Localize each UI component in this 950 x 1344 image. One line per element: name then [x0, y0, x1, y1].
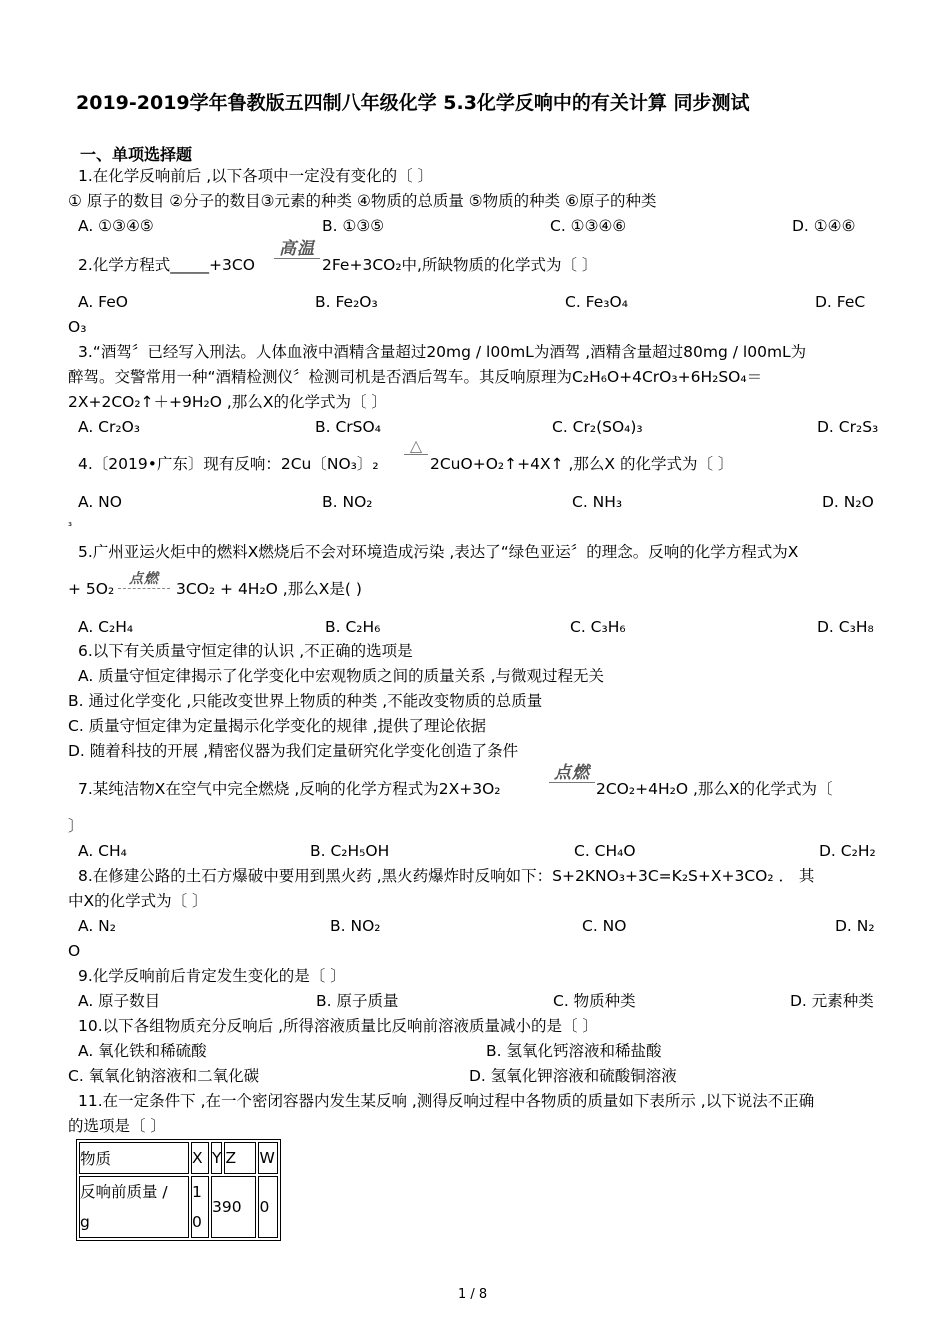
q8-option-a: A. N₂	[78, 917, 116, 935]
q7-equation-right: 2CO₂+4H₂O ,那么X的化学式为〔	[596, 780, 833, 798]
q7-option-a: A. CH₄	[78, 842, 127, 860]
q6-option-d: D. 随着科技的开展 ,精密仪器为我们定量研究化学变化创造了条件	[68, 742, 519, 760]
page-title: 2019-2019学年鲁教版五四制八年级化学 5.3化学反响中的有关计算 同步测试	[76, 92, 750, 114]
q3-option-c: C. Cr₂(SO₄)₃	[552, 418, 643, 436]
q4-option-d: D. N₂O	[822, 493, 874, 511]
table-header-cell: 物质	[79, 1142, 189, 1174]
q11-line-1: 11.在一定条件下 ,在一个密闭容器内发生某反响 ,测得反响过程中各物质的质量如下表所示 ,以下说法不正确	[78, 1092, 815, 1110]
q5-option-a: A. C₂H₄	[78, 618, 134, 636]
table-header-row	[79, 1142, 278, 1174]
q5-option-b: B. C₂H₆	[325, 618, 381, 636]
q1-items: ① 原子的数目 ②分子的数目③元素的种类 ④物质的总质量 ⑤物质的种类 ⑥原子的种类	[68, 192, 657, 210]
q7-bracket-wrap: 〕	[68, 817, 84, 835]
table-cell: 390	[211, 1176, 256, 1238]
condition-label: 高温	[279, 239, 315, 259]
row-label-line: g	[80, 1213, 90, 1231]
q9-option-b: B. 原子质量	[316, 992, 399, 1010]
q2-equation-right: 2Fe+3CO₂中,所缺物质的化学式为〔 〕	[322, 256, 598, 274]
q8-line-2: 中X的化学式为〔 〕	[68, 892, 208, 910]
q5-option-d: D. C₃H₈	[817, 618, 874, 636]
q8-option-d-wrap: O	[68, 942, 81, 960]
q2-option-a: A. FeO	[78, 293, 128, 311]
q9-stem: 9.化学反响前后肯定发生变化的是〔 〕	[78, 967, 346, 985]
q6-option-b: B. 通过化学变化 ,只能改变世界上物质的种类 ,不能改变物质的总质量	[68, 692, 543, 710]
q10-stem: 10.以下各组物质充分反响后 ,所得溶液质量比反响前溶液质量减小的是〔 〕	[78, 1017, 598, 1035]
q2-option-d: D. FeC	[815, 293, 866, 311]
q7-option-c: C. CH₄O	[574, 842, 636, 860]
q7-reaction-condition	[549, 764, 595, 783]
q8-option-d: D. N₂	[835, 917, 875, 935]
q4-reaction-condition	[404, 438, 428, 455]
q8-line-1: 8.在修建公路的土石方爆破中要用到黑火药 ,黑火药爆炸时反响如下：S+2KNO₃+3C=K₂S+X+3CO₂ ． 其	[78, 867, 815, 885]
q3-line-1: 3.“酒驾〞已经写入刑法。人体血液中酒精含量超过20mg / l00mL为酒驾 ,酒精含量超过80mg / l00mL为	[78, 343, 807, 361]
q4-equation-left: 4.〔2019•广东〕现有反响：2Cu〔NO₃〕₂	[78, 455, 379, 473]
q11-data-table	[76, 1139, 281, 1241]
q3-line-2: 醉驾。交警常用一种“酒精检测仪〞检测司机是否酒后驾车。其反响原理为C₂H₆O+4CrO₃+6H₂SO₄＝	[68, 368, 763, 386]
q7-option-b: B. C₂H₅OH	[310, 842, 390, 860]
q4-option-a: A. NO	[78, 493, 122, 511]
reaction-arrow	[118, 588, 170, 589]
page-number: 1 / 8	[458, 1287, 488, 1302]
q2-option-c: C. Fe₃O₄	[565, 293, 628, 311]
q2-option-d-wrap: O₃	[68, 318, 87, 336]
q5-reaction-condition	[118, 570, 170, 589]
q1-option-d: D. ①④⑥	[792, 217, 856, 235]
q2-reaction-condition	[274, 240, 320, 259]
q10-option-d: D. 氢氧化钾溶液和硫酸铜溶液	[469, 1067, 677, 1085]
table-header-cell: Z	[224, 1142, 256, 1174]
q2-equation-left: 2.化学方程式_____+3CO	[78, 256, 255, 274]
section-heading: 一、单项选择题	[80, 145, 193, 164]
table-header-cell: W	[258, 1142, 278, 1174]
q8-option-c: C. NO	[582, 917, 627, 935]
table-cell	[191, 1176, 209, 1238]
q3-line-3: 2X+2CO₂↑＋+9H₂O ,那么X的化学式为〔 〕	[68, 393, 387, 411]
q6-stem: 6.以下有关质量守恒定律的认识 ,不正确的选项是	[78, 642, 413, 660]
q4-equation-right: 2CuO+O₂↑+4X↑ ,那么X 的化学式为〔 〕	[430, 455, 734, 473]
q1-option-a: A. ①③④⑤	[78, 217, 154, 235]
table-row-label	[79, 1176, 189, 1238]
q9-option-d: D. 元素种类	[790, 992, 874, 1010]
q11-line-2: 的选项是〔 〕	[68, 1117, 166, 1135]
q6-option-c: C. 质量守恒定律为定量揭示化学变化的规律 ,提供了理论依据	[68, 717, 487, 735]
q2-option-b: B. Fe₂O₃	[315, 293, 378, 311]
row-label-line: 反响前质量 /	[80, 1183, 168, 1201]
q9-option-c: C. 物质种类	[553, 992, 636, 1010]
q1-stem: 1.在化学反响前后 ,以下各项中一定没有变化的〔 〕	[78, 167, 434, 185]
heat-symbol: △	[409, 436, 423, 455]
q5-line-1: 5.广州亚运火炬中的燃料X燃烧后不会对环境造成污染 ,表达了“绿色亚运〞的理念。反响的化学方程式为X	[78, 543, 799, 561]
q1-option-c: C. ①③④⑥	[550, 217, 627, 235]
q7-equation-left: 7.某纯洁物X在空气中完全燃烧 ,反响的化学方程式为2X+3O₂	[78, 780, 501, 798]
q10-option-a: A. 氧化铁和稀硫酸	[78, 1042, 207, 1060]
condition-label: 点燃	[129, 571, 159, 587]
q5-option-c: C. C₃H₆	[570, 618, 626, 636]
table-cell: 0	[258, 1176, 278, 1238]
table-header-cell: X	[191, 1142, 209, 1174]
q4-option-c: C. NH₃	[572, 493, 623, 511]
cell-line: 1	[192, 1183, 202, 1201]
q3-option-d: D. Cr₂S₃	[817, 418, 879, 436]
q4-option-b: B. NO₂	[322, 493, 373, 511]
table-header-cell: Y	[211, 1142, 222, 1174]
q5-equation-right: 3CO₂ + 4H₂O ,那么X是( )	[176, 580, 362, 598]
q9-option-a: A. 原子数目	[78, 992, 161, 1010]
cell-line: 0	[192, 1213, 202, 1231]
q1-option-b: B. ①③⑤	[322, 217, 385, 235]
q4-option-d-wrap: ₃	[68, 518, 73, 529]
table-row	[79, 1176, 278, 1238]
q10-option-c: C. 氧氧化钠溶液和二氧化碳	[68, 1067, 260, 1085]
q3-option-b: B. CrSO₄	[315, 418, 381, 436]
q8-option-b: B. NO₂	[330, 917, 381, 935]
q3-option-a: A. Cr₂O₃	[78, 418, 141, 436]
q10-option-b: B. 氢氧化钙溶液和稀盐酸	[486, 1042, 662, 1060]
q7-option-d: D. C₂H₂	[819, 842, 876, 860]
condition-label: 点燃	[554, 763, 590, 783]
q5-equation-left: + 5O₂	[68, 580, 115, 598]
q6-option-a: A. 质量守恒定律揭示了化学变化中宏观物质之间的质量关系 ,与微观过程无关	[78, 667, 605, 685]
